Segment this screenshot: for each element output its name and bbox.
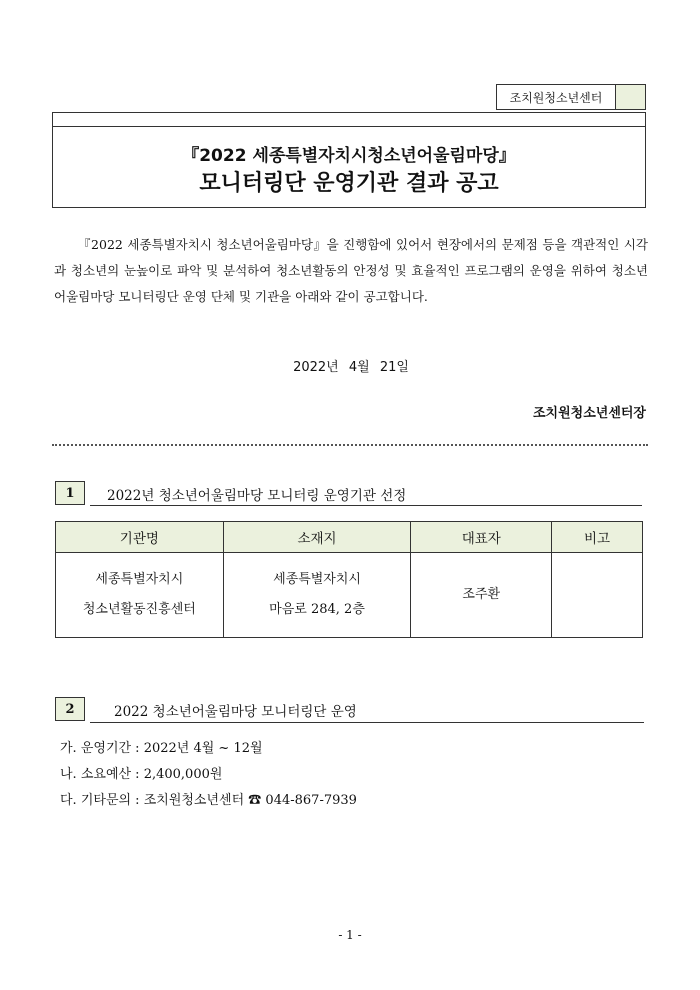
announcement-date: 2022년 4월 21일 <box>293 360 409 375</box>
signer: 조치원청소년센터장 <box>532 406 646 421</box>
cell-org-name <box>56 553 224 638</box>
cell-note <box>552 553 643 638</box>
section2-number: 2 <box>55 697 85 721</box>
location-line1: 세종특별자치시 <box>273 572 361 587</box>
location-line2: 마음로 284, 2층 <box>269 602 365 617</box>
table-row <box>56 553 643 638</box>
cell-location <box>223 553 411 638</box>
org-label: 조치원청소년센터 <box>496 84 616 110</box>
info-budget: 나. 소요예산 : 2,400,000원 <box>60 767 223 782</box>
document-title-line1: 『2022 세종특별자치시청소년어울림마당』 <box>182 146 516 166</box>
page-number: - 1 - <box>338 928 362 942</box>
header-note: 비고 <box>552 522 643 553</box>
org-name-line2: 청소년활동진흥센터 <box>82 602 196 617</box>
header-org-name: 기관명 <box>56 522 224 553</box>
cell-representative: 조주환 <box>411 553 552 638</box>
section2-title: 2022 청소년어울림마당 모니터링단 운영 <box>114 704 357 720</box>
header-location: 소재지 <box>223 522 411 553</box>
title-top-rule <box>52 112 646 126</box>
org-name-line1: 세종특별자치시 <box>95 572 184 587</box>
org-label-accent <box>616 84 646 110</box>
section1-title: 2022년 청소년어울림마당 모니터링 운영기관 선정 <box>107 488 407 504</box>
section2-rule <box>90 722 644 723</box>
announcement-paragraph: 『2022 세종특별자치시 청소년어울림마당』을 진행함에 있어서 현장에서의 문제점 등을 객관적인 시각과 청소년의 눈높이로 파악 및 분석하여 청소년활동의 안정성 및 효율적인 프로그램의 운영을 위하여 청소년어울림마당 모니터링단 운영 단체 및 기관을 아래와 같이 공고합니다. <box>54 237 648 304</box>
organization-table <box>55 521 643 638</box>
info-period: 가. 운영기간 : 2022년 4월 ~ 12월 <box>60 741 263 756</box>
document-title-line2: 모니터링단 운영기관 결과 공고 <box>199 171 499 196</box>
section1-number: 1 <box>55 481 85 505</box>
section1-rule <box>90 505 642 506</box>
table-header-row <box>56 522 643 553</box>
info-contact: 다. 기타문의 : 조치원청소년센터 ☎ 044-867-7939 <box>60 793 357 808</box>
dotted-divider <box>52 444 648 446</box>
header-representative: 대표자 <box>411 522 552 553</box>
